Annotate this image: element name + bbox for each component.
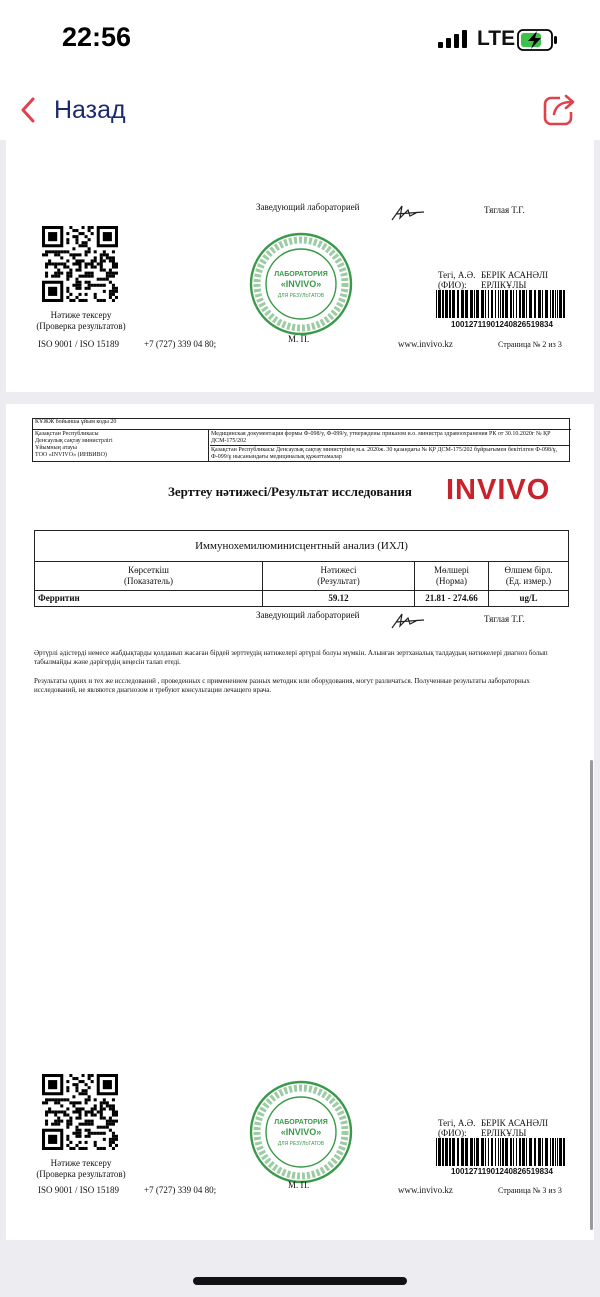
column-header-norm xyxy=(415,565,488,587)
website: www.invivo.kz xyxy=(398,1185,453,1195)
phone: +7 (727) 339 04 80; xyxy=(144,339,217,349)
status-bar xyxy=(0,0,600,80)
page-number: Страница № 3 из 3 xyxy=(498,1186,562,1195)
back-label: Назад xyxy=(54,95,126,124)
column-header-result xyxy=(263,565,414,587)
page-number: Страница № 2 из 3 xyxy=(498,340,562,349)
qr-code xyxy=(42,1074,118,1150)
phone: +7 (727) 339 04 80; xyxy=(144,1185,217,1195)
column-header-unit xyxy=(489,565,568,587)
verify-ru: (Проверка результатов) xyxy=(36,1169,126,1179)
unit: ug/L xyxy=(519,593,538,603)
disclaimer-kz: Әртүрлі әдістерді немесе жабдықтарды қолданып жасаған бірдей зерттеудің нәтижелері әртүрлі болуы мүмкін. Алынған зертханалық талдаудың нәтижелері диагноз болып табылмайды және дәрігердің кеңесін талап етеді. xyxy=(34,649,548,666)
status-time: 22:56 xyxy=(62,22,132,52)
iso-label: ISO 9001 / ISO 15189 xyxy=(38,339,120,349)
org-info xyxy=(33,430,209,461)
column-kz: Өлшем бірл. xyxy=(504,565,553,575)
fio-label-kz: Тегі, А.Ә. xyxy=(438,270,476,280)
signature xyxy=(388,610,428,632)
patient-name-line1: БЕРІК АСАНӘЛІ xyxy=(481,1118,549,1128)
verify-kz: Нәтиже тексеру xyxy=(50,310,112,320)
result-table xyxy=(34,530,569,607)
chevron-left-icon xyxy=(20,97,36,123)
disclaimer-ru: Результаты одних и тех же исследований , проведенных с применением разных методик или оборудования, могут различаться. Полученные результаты лабораторных исследований, не являются диагнозом и требуют консультации лечащего врача. xyxy=(34,677,530,694)
patient-name xyxy=(481,1118,548,1138)
svg-text:ДЛЯ РЕЗУЛЬТАТОВ: ДЛЯ РЕЗУЛЬТАТОВ xyxy=(277,1141,325,1147)
head-name: Тяглая Т.Г. xyxy=(484,614,525,624)
website: www.invivo.kz xyxy=(398,339,453,349)
fio-label-ru: (ФИО): xyxy=(438,1128,467,1138)
form-code: КҰЖЖ бойынша ұйым коды 20 xyxy=(33,419,571,430)
org-line: Қазақстан Республикасы xyxy=(35,431,99,437)
svg-text:ЛАБОРАТОРИЯ: ЛАБОРАТОРИЯ xyxy=(274,271,328,278)
barcode xyxy=(436,290,568,318)
lab-stamp xyxy=(249,1080,353,1184)
signal-icon xyxy=(438,30,468,48)
verify-label xyxy=(36,1158,126,1180)
verify-label xyxy=(36,310,126,332)
back-button[interactable] xyxy=(20,90,126,130)
document-page-2 xyxy=(6,140,594,392)
indicator-ferritin: Ферритин xyxy=(38,593,80,603)
column-ru: (Результат) xyxy=(317,576,360,586)
doc-note-ru: Медицинская документация формы Ф-098/у, Ф-099/у, утверждены приказом и.о. министра здравоохранения РК от 30.10.2020г № ҚР ДСМ-175/202 xyxy=(211,431,551,444)
column-header-indicator xyxy=(35,565,262,587)
doc-note-kz: Қазақстан Республикасы Денсаулық сақтау министрінің м.а. 2020ж. 30 қазандағы № ҚР ДСМ-175/202 бұйрығымен бекітілген Ф-098/ұ, Ф-099/ұ нысанындағы медициналық құжаттамалар xyxy=(211,447,558,460)
org-line: Ұйымның атауы xyxy=(35,445,77,451)
column-kz: Мөлшері xyxy=(434,565,469,575)
nav-bar xyxy=(0,80,600,140)
network-type: LTE xyxy=(477,27,516,50)
org-line: ТОО «INVIVO» (ИНВИВО) xyxy=(35,452,107,458)
mp-label: М. П. xyxy=(288,1180,310,1190)
iso-label: ISO 9001 / ISO 15189 xyxy=(38,1185,120,1195)
divider xyxy=(210,445,569,446)
org-line: Денсаулық сақтау министрлігі xyxy=(35,438,113,444)
lab-stamp xyxy=(249,232,353,336)
norm-range: 21.81 - 274.66 xyxy=(425,593,478,603)
svg-text:«INVIVO»: «INVIVO» xyxy=(280,1127,322,1137)
battery-charging-icon xyxy=(517,29,559,51)
patient-name-line2: ЕРЛІКҰЛЫ xyxy=(481,1128,527,1138)
svg-text:«INVIVO»: «INVIVO» xyxy=(280,279,322,289)
invivo-logo: INVIVO xyxy=(446,474,551,506)
verify-ru: (Проверка результатов) xyxy=(36,321,126,331)
barcode-number: 1001271190124082651983​4 xyxy=(451,320,553,329)
patient-name xyxy=(481,270,548,290)
barcode xyxy=(436,1138,568,1166)
result-value: 59.12 xyxy=(328,593,349,603)
barcode-number: 10012711901240826519834 xyxy=(451,1167,553,1176)
signature xyxy=(388,202,428,224)
patient-name-line2: ЕРЛІКҰЛЫ xyxy=(481,280,527,290)
head-label: Заведующий лабораторией xyxy=(256,610,360,620)
mp-label: М. П. xyxy=(288,334,310,344)
home-indicator[interactable] xyxy=(193,1277,407,1285)
column-kz: Нәтижесі xyxy=(320,565,357,575)
document-header-table xyxy=(32,418,570,462)
svg-text:ЛАБОРАТОРИЯ: ЛАБОРАТОРИЯ xyxy=(274,1119,328,1126)
scrollbar[interactable] xyxy=(590,760,593,1230)
svg-text:ДЛЯ РЕЗУЛЬТАТОВ: ДЛЯ РЕЗУЛЬТАТОВ xyxy=(277,293,325,299)
column-ru: (Норма) xyxy=(436,576,467,586)
column-ru: (Ед. измер.) xyxy=(505,576,552,586)
verify-kz: Нәтиже тексеру xyxy=(50,1158,112,1168)
share-icon[interactable] xyxy=(540,90,580,130)
fio-label-ru: (ФИО): xyxy=(438,280,467,290)
fio-label xyxy=(438,1118,475,1138)
head-name: Тяглая Т.Г. xyxy=(484,205,525,215)
document-page-3 xyxy=(6,404,594,1240)
qr-code xyxy=(42,226,118,302)
fio-label xyxy=(438,270,475,290)
column-ru: (Показатель) xyxy=(123,576,174,586)
patient-name-line1: БЕРІК АСАНӘЛІ xyxy=(481,270,549,280)
analysis-title: Иммунохемилюминисцентный анализ (ИХЛ) xyxy=(35,531,568,562)
fio-label-kz: Тегі, А.Ә. xyxy=(438,1118,476,1128)
page-title: Зерттеу нәтижесі/Результат исследования xyxy=(168,484,412,499)
column-kz: Көрсеткіш xyxy=(128,565,169,575)
head-label: Заведующий лабораторией xyxy=(256,202,360,212)
